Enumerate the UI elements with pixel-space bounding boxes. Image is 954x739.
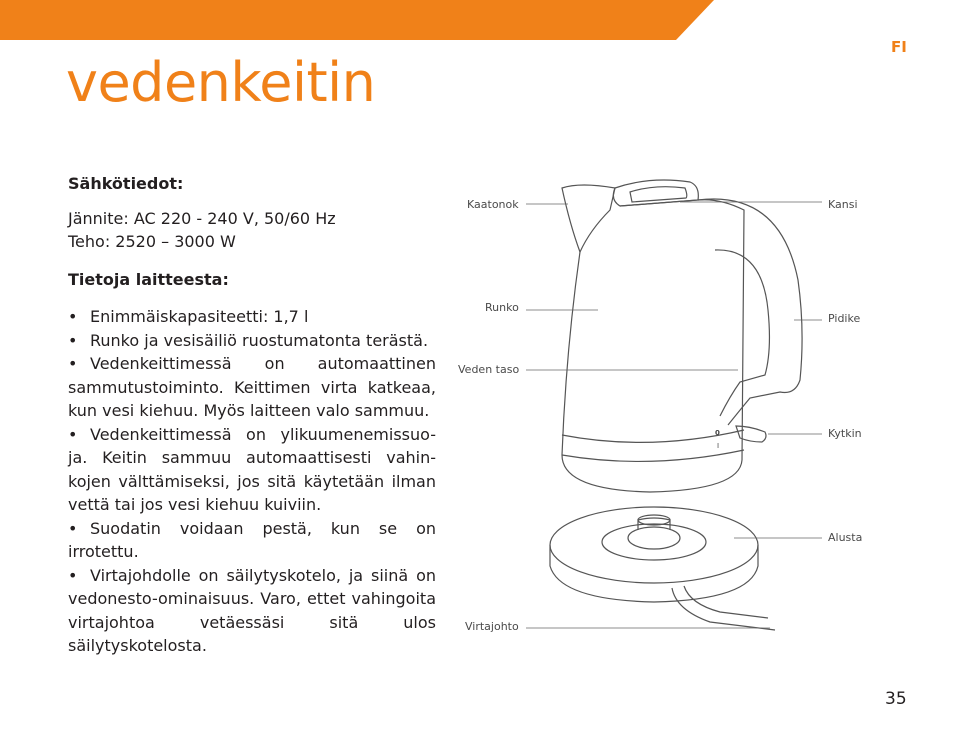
bullet: • bbox=[68, 330, 78, 350]
list-item: • Virtajohdolle on säilytyskotelo, ja siinä on vedonesto-ominaisuus. Varo, ettet vahingoita virtajohtoa vetäessäsi sitä ulos säilytyskotelosta. bbox=[68, 565, 436, 655]
label-switch: Kytkin bbox=[828, 427, 862, 440]
specs-heading: Sähkötiedot: bbox=[68, 174, 184, 193]
spec-line: Jännite: AC 220 - 240 V, 50/60 Hz bbox=[68, 208, 336, 228]
bullet: • bbox=[68, 518, 78, 538]
label-base: Alusta bbox=[828, 531, 863, 544]
bullet: • bbox=[68, 424, 78, 444]
spec-line: Teho: 2520 – 3000 W bbox=[68, 232, 236, 251]
label-handle: Pidike bbox=[828, 312, 861, 325]
leader-lines bbox=[450, 170, 870, 670]
language-code: FI bbox=[891, 38, 907, 56]
list-item: • Enimmäiskapasiteetti: 1,7 l bbox=[68, 305, 436, 329]
label-spout: Kaatonok bbox=[467, 198, 519, 211]
bullet: • bbox=[68, 354, 78, 373]
label-water-level: Veden taso bbox=[458, 363, 520, 376]
label-lid: Kansi bbox=[828, 198, 858, 211]
feature-list bbox=[68, 305, 436, 658]
header-bar bbox=[0, 0, 954, 40]
page-title: vedenkeitin bbox=[66, 51, 376, 114]
info-heading: Tietoja laitteesta: bbox=[68, 269, 229, 289]
list-item: • Suodatin voidaan pestä, kun se on irrotettu. bbox=[68, 518, 436, 561]
label-power-cord: Virtajohto bbox=[465, 620, 519, 633]
label-body: Runko bbox=[485, 301, 519, 314]
switch-on-mark: 0 bbox=[715, 429, 720, 437]
list-item: • Runko ja vesisäiliö ruostumatonta terästä. bbox=[68, 329, 436, 353]
bullet: • bbox=[68, 565, 78, 585]
list-item: • Vedenkeittimessä on ylikuumenemissuo-ja. Keitin sammuu automaattisesti vahin-kojen välttämiseksi, jos sitä käytetään ilman vettä tai jos vesi kiehuu kuiviin. bbox=[68, 424, 436, 514]
kettle-diagram bbox=[450, 170, 870, 670]
text-column bbox=[68, 172, 436, 658]
page-number: 35 bbox=[885, 689, 907, 709]
bullet: • bbox=[68, 307, 78, 326]
switch-off-mark: I bbox=[717, 442, 720, 450]
list-item: • Vedenkeittimessä on automaattinen sammutustoiminto. Keittimen virta katkeaa, kun vesi kiehuu. Myös laitteen valo sammuu. bbox=[68, 354, 436, 420]
